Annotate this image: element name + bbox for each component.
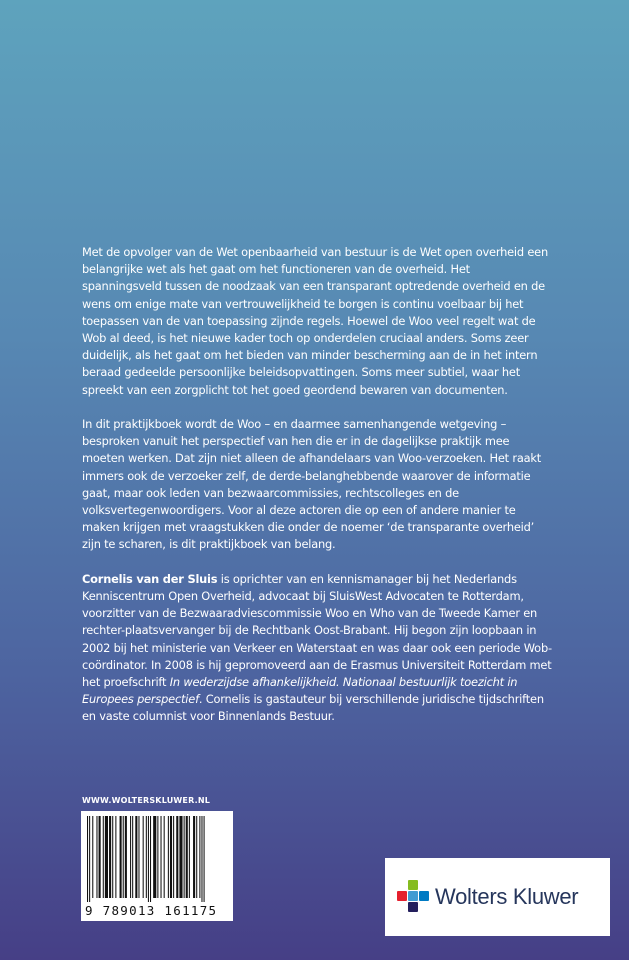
- author-bio-text-1: is oprichter van en kennismanager bij het Nederlands Kenniscentrum Open Overheid, advocaat bij SluisWest Advocaten te Rotterdam, voorzitter van de Bezwaaradviescommissie Woo en Who van de Tweede Kamer en rechter-plaatsvervanger bij de Rechtbank Oost-Brabant. Hij begon zijn loopbaan in 2002 bij het ministerie van Verkeer en Waterstaat en was daar ook een periode Wob-coördinator. In 2008 is hij gepromoveerd aan de Erasmus Universiteit Rotterdam met het proefschrift: [82, 571, 552, 690]
- barcode-bar: [115, 816, 116, 898]
- barcode-bar: [189, 816, 190, 898]
- publisher-logo: [385, 858, 610, 936]
- author-name: Cornelis van der Sluis: [82, 571, 218, 586]
- barcode-bar: [186, 816, 188, 898]
- barcode: [81, 811, 233, 921]
- blurb-paragraph-1: Met de opvolger van de Wet openbaarheid van bestuur is de Wet open overheid een belangrijke wet als het gaat om het functioneren van de overheid. Het spanningsveld tussen de noodzaak van een transparant optredende overheid en de wens om enige mate van vertrouwelijkheid te borgen is continu voelbaar bij het toepassen van de van toepassing zijnde regels. Hoewel de Woo veel regelt wat de Wob al deed, is het nieuwe kader toch op onderdelen cruciaal anders. Soms zeer duidelijk, als het gaat om het bieden van minder bescherming aan de in het intern beraad gedeelde persoonlijke beleidsopvattingen. Soms meer subtiel, waar het spreekt van een zorgplicht tot het goed geordend bewaren van documenten.: [82, 245, 548, 397]
- barcode-bar: [157, 816, 158, 898]
- barcode-bar: [89, 816, 90, 902]
- barcode-bar: [148, 816, 149, 902]
- barcode-bar: [146, 816, 147, 898]
- thesis-title: In wederzijdse afhankelijkheid. Nationaal bestuurlijk toezicht in Europees perspectief: [82, 675, 518, 707]
- barcode-bar: [125, 816, 127, 898]
- barcode-bars: [85, 816, 229, 902]
- barcode-bar: [99, 816, 101, 898]
- barcode-bar: [150, 816, 151, 902]
- barcode-bar: [138, 816, 139, 898]
- barcode-bar: [168, 816, 169, 898]
- barcode-bar: [199, 816, 200, 898]
- barcode-bar: [120, 816, 122, 898]
- barcode-bar: [105, 816, 108, 898]
- logo-text: Wolters Kluwer: [435, 884, 579, 909]
- author-bio: [82, 571, 552, 726]
- barcode-bar: [161, 816, 162, 898]
- barcode-bar: [153, 816, 156, 898]
- barcode-bar: [173, 816, 174, 898]
- publisher-url[interactable]: WWW.WOLTERSKLUWER.NL: [82, 796, 211, 805]
- barcode-bar: [196, 816, 197, 898]
- wolters-kluwer-logo-icon: [397, 880, 429, 912]
- barcode-bar: [112, 816, 113, 898]
- barcode-bar: [130, 816, 131, 898]
- barcode-bar: [201, 816, 202, 902]
- barcode-bar: [92, 816, 93, 898]
- barcode-bar: [109, 816, 111, 898]
- barcode-bar: [143, 816, 144, 898]
- barcode-bar: [103, 816, 104, 898]
- isbn-number: 9 789013 161175: [85, 903, 218, 918]
- barcode-bar: [87, 816, 88, 902]
- barcode-bar: [204, 816, 205, 902]
- barcode-bar: [164, 816, 165, 898]
- barcode-bar: [135, 816, 137, 898]
- blurb-paragraph-2: In dit praktijkboek wordt de Woo – en daarmee samenhangende wetgeving – besproken vanuit het perspectief van hen die er in de dagelijkse praktijk mee moeten werken. Dat zijn niet alleen de afhandelaars van Woo-verzoeken. Het raakt immers ook de verzoeker zelf, de derde-belanghebbende waarover de informatie gaat, maar ook leden van bezwaarcommissies, rechtscolleges en de volksvertegenwoordigers. Voor al deze actoren die op een of andere manier te maken krijgen met vraagstukken die onder de noemer ‘de transparante overheid’ zijn te scharen, is dit praktijkboek van belang.: [82, 417, 542, 552]
- barcode-bar: [123, 816, 124, 898]
- barcode-bar: [176, 816, 178, 898]
- barcode-bar: [170, 816, 172, 898]
- author-bio-text-2: . Cornelis is gastauteur bij verschillende juridische tijdschriften en vaste columnist voor Binnenlands Bestuur.: [82, 692, 544, 724]
- barcode-bar: [193, 816, 195, 898]
- barcode-bar: [184, 816, 185, 898]
- barcode-bar: [179, 816, 182, 898]
- back-cover-text: [82, 244, 552, 743]
- barcode-bar: [132, 816, 133, 898]
- barcode-bar: [96, 816, 97, 898]
